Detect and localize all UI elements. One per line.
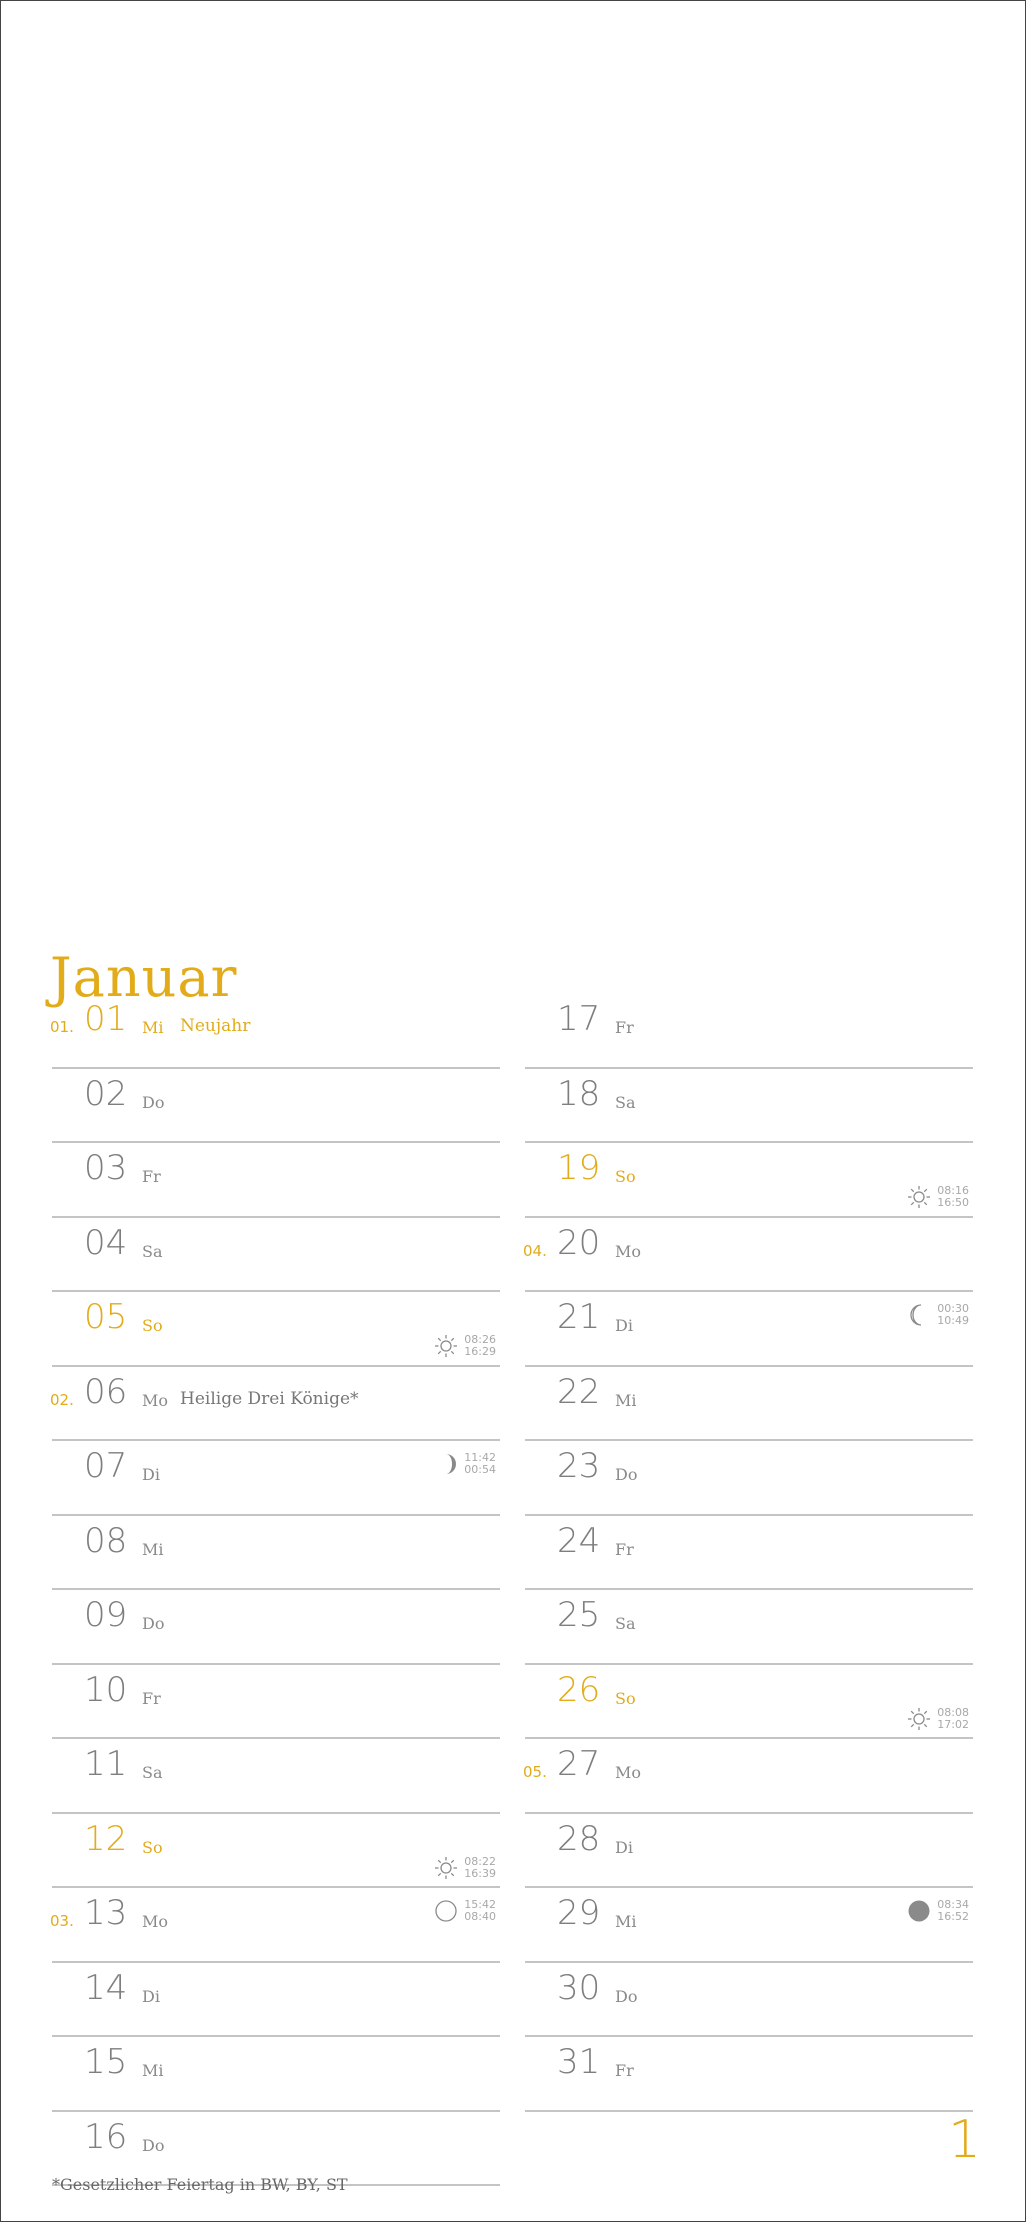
moonset-time: 10:49 (937, 1313, 969, 1327)
weekday-name: Do (142, 2135, 165, 2155)
weekday-name: Di (615, 1316, 633, 1335)
sun-icon (907, 1185, 931, 1209)
day-row (52, 1665, 500, 1740)
weekday-name: Sa (142, 1241, 163, 1261)
day-row (52, 1888, 500, 1963)
time-pair (937, 1899, 969, 1923)
moonset-time: 16:52 (937, 1909, 969, 1923)
weekday-name: Mi (142, 1018, 164, 1037)
day-row (52, 1143, 500, 1218)
day-number: 09 (84, 1595, 128, 1635)
weekday-name: Do (615, 1986, 638, 2006)
moon-phase (434, 1897, 496, 1925)
day-row (525, 1292, 973, 1367)
footnote: *Gesetzlicher Feiertag in BW, BY, ST (52, 2175, 348, 2194)
sunset-time: 16:50 (937, 1196, 969, 1209)
day-row (525, 1069, 973, 1144)
sunrise-time: 08:08 (937, 1705, 969, 1719)
time-pair (464, 1334, 496, 1358)
day-number: 30 (557, 1967, 601, 2008)
weekday-name: Mo (615, 1241, 642, 1261)
day-number: 13 (84, 1893, 128, 1933)
weekday-name: Sa (142, 1763, 163, 1782)
weekday-name: Di (142, 1986, 160, 2006)
weekday-name: Do (615, 1465, 638, 1484)
weekday-name: Mi (142, 2061, 164, 2080)
sun-times (434, 1854, 496, 1882)
day-number: 26 (557, 1669, 601, 1710)
day-number: 31 (557, 2042, 601, 2082)
sunrise-time: 08:26 (464, 1333, 496, 1346)
week-number: 03. (50, 1912, 74, 1930)
day-number: 14 (84, 1967, 128, 2008)
sunset-time: 17:02 (937, 1717, 969, 1731)
moonset-time: 00:54 (464, 1462, 496, 1476)
sunset-time: 16:39 (464, 1866, 496, 1880)
sun-times (434, 1332, 496, 1360)
weekday-name: Mi (615, 1390, 637, 1410)
day-row (525, 1367, 973, 1442)
weekday-name: Fr (142, 1167, 161, 1186)
day-number: 03 (84, 1148, 128, 1188)
sun-times (907, 1183, 969, 1211)
moonrise-time: 15:42 (464, 1897, 496, 1911)
day-number: 01 (84, 999, 128, 1039)
day-row (525, 1888, 973, 1963)
sunset-time: 16:29 (464, 1345, 496, 1358)
day-number: 23 (557, 1446, 601, 1486)
day-number: 17 (557, 999, 601, 1039)
moonset-time: 08:40 (464, 1909, 496, 1923)
weekday-name: Di (615, 1837, 633, 1857)
time-pair (937, 1303, 969, 1327)
day-row (525, 1739, 973, 1814)
sunrise-time: 08:16 (937, 1184, 969, 1197)
weekday-name: Mo (615, 1763, 642, 1782)
time-pair (464, 1899, 496, 1923)
week-number: 01. (50, 1018, 74, 1036)
moonrise-time: 08:34 (937, 1897, 969, 1911)
day-row (52, 1739, 500, 1814)
time-pair (937, 1185, 969, 1209)
day-number: 16 (84, 2116, 128, 2157)
day-row (52, 1218, 500, 1293)
weekday-name: Fr (615, 1539, 634, 1559)
weekday-name: Mo (142, 1912, 169, 1931)
sun-icon (434, 1334, 458, 1358)
moonrise-time: 11:42 (464, 1450, 496, 1464)
weekday-name: Fr (615, 1018, 634, 1037)
moon-phase (434, 1450, 496, 1478)
day-number: 22 (557, 1371, 601, 1412)
sun-times (907, 1705, 969, 1733)
holiday-label: Heilige Drei Könige* (180, 1388, 359, 1409)
weekday-name: Do (142, 1092, 165, 1112)
day-number: 18 (557, 1073, 601, 1114)
day-number: 07 (84, 1446, 128, 1486)
time-pair (464, 1452, 496, 1476)
weekday-name: Di (142, 1465, 160, 1484)
weekday-name: Mi (142, 1539, 164, 1559)
holiday-label: Neujahr (180, 1016, 251, 1036)
day-row (52, 1069, 500, 1144)
day-number: 27 (557, 1744, 601, 1784)
day-number: 06 (84, 1371, 128, 1412)
sunrise-time: 08:22 (464, 1854, 496, 1868)
day-row (525, 1143, 973, 1218)
day-row (525, 994, 973, 1069)
day-row (525, 1441, 973, 1516)
sun-icon (434, 1856, 458, 1880)
page-number: 1 (948, 2110, 982, 2170)
day-row (52, 1292, 500, 1367)
day-row (525, 1665, 973, 1740)
weekday-name: Fr (142, 1688, 161, 1708)
weekday-name: Sa (615, 1092, 636, 1112)
first-quarter-icon (434, 1452, 458, 1476)
day-number: 10 (84, 1669, 128, 1710)
weekday-name: So (142, 1316, 163, 1335)
weekday-name: Mi (615, 1912, 637, 1931)
day-number: 29 (557, 1893, 601, 1933)
day-number: 04 (84, 1222, 128, 1263)
calendar-column-right (525, 994, 973, 2112)
new-moon-icon (907, 1899, 931, 1923)
moon-phase (907, 1897, 969, 1925)
day-row (525, 2037, 973, 2112)
week-number: 05. (523, 1763, 547, 1781)
day-row (525, 1516, 973, 1591)
week-number: 04. (523, 1241, 547, 1260)
full-moon-icon (434, 1899, 458, 1923)
day-number: 11 (84, 1744, 128, 1784)
time-pair (937, 1707, 969, 1731)
day-row (525, 1963, 973, 2038)
calendar-column-left (52, 994, 500, 2186)
sun-icon (907, 1707, 931, 1731)
day-row (52, 1963, 500, 2038)
time-pair (464, 1856, 496, 1880)
weekday-name: Do (142, 1614, 165, 1633)
last-quarter-icon (907, 1303, 931, 1327)
day-number: 12 (84, 1818, 128, 1859)
day-row (52, 1441, 500, 1516)
moon-phase (907, 1301, 969, 1329)
week-number: 02. (50, 1390, 74, 1409)
weekday-name: Sa (615, 1614, 636, 1633)
weekday-name: So (142, 1837, 163, 1857)
day-number: 02 (84, 1073, 128, 1114)
day-number: 05 (84, 1297, 128, 1337)
day-number: 25 (557, 1595, 601, 1635)
day-number: 15 (84, 2042, 128, 2082)
weekday-name: So (615, 1167, 636, 1186)
day-number: 20 (557, 1222, 601, 1263)
day-number: 19 (557, 1148, 601, 1188)
moonrise-time: 00:30 (937, 1301, 969, 1315)
weekday-name: Mo (142, 1390, 169, 1410)
day-row (52, 2037, 500, 2112)
day-number: 24 (557, 1520, 601, 1561)
day-row (52, 994, 500, 1069)
day-row (52, 1516, 500, 1591)
day-number: 08 (84, 1520, 128, 1561)
weekday-name: Fr (615, 2061, 634, 2080)
day-number: 28 (557, 1818, 601, 1859)
day-row (52, 1590, 500, 1665)
month-title: Januar (50, 946, 238, 1010)
day-row (525, 1590, 973, 1665)
day-number: 21 (557, 1297, 601, 1337)
weekday-name: So (615, 1688, 636, 1708)
